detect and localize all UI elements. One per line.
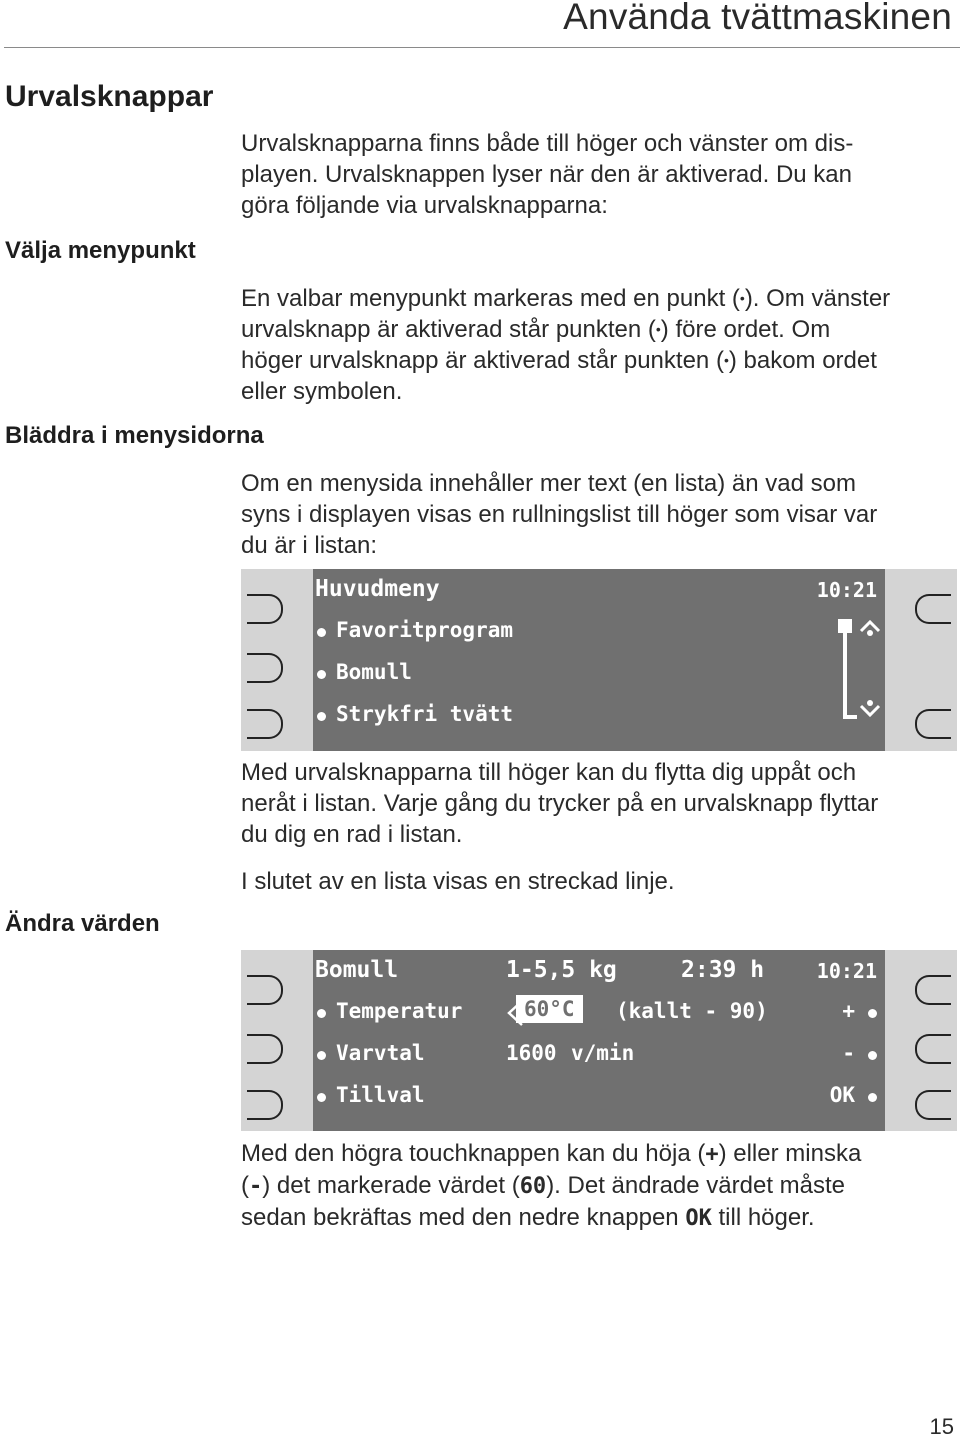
clock: 10:21 — [816, 578, 877, 602]
dot-icon — [317, 628, 326, 637]
right-select-button-1[interactable] — [915, 594, 951, 624]
scrollbar-end — [843, 715, 857, 719]
left-select-button-2[interactable] — [247, 1034, 283, 1064]
valja-line — [241, 283, 956, 314]
selected-value[interactable]: 60°C — [516, 995, 583, 1023]
left-select-button-1[interactable] — [247, 594, 283, 624]
valja-line: eller symbolen. — [241, 378, 403, 405]
menu-item-strykfri[interactable]: Strykfri tvätt — [336, 702, 514, 726]
dot-icon — [317, 712, 326, 721]
dot-icon — [868, 1093, 877, 1102]
text-segment: ). Det ändrade värdet måste — [546, 1172, 846, 1199]
text-line — [241, 1202, 956, 1234]
bladdra-paragraph — [241, 468, 956, 561]
right-select-button-1[interactable] — [915, 975, 951, 1005]
scroll-explanation — [241, 757, 956, 850]
dot-icon — [317, 1093, 326, 1102]
valja-paragraph — [241, 283, 956, 407]
bladdra-line: syns i displayen visas en rullningslist till höger som visar var — [241, 501, 878, 528]
menu-title: Huvudmeny — [315, 576, 440, 602]
scrollbar-track — [843, 633, 847, 717]
increase-label: + — [842, 999, 855, 1023]
dot-icon — [317, 670, 326, 679]
program-name: Bomull — [315, 957, 399, 983]
bladdra-line: du är i listan: — [241, 532, 378, 559]
intro-line: playen. Urvalsknappen lyser när den är aktiverad. Du kan — [241, 161, 852, 188]
text-segment: Med den högra touchknappen kan du höja ( — [241, 1140, 706, 1167]
andra-paragraph — [241, 1138, 956, 1234]
left-select-button-1[interactable] — [247, 975, 283, 1005]
dot-icon — [868, 1051, 877, 1060]
left-select-button-3[interactable] — [247, 1090, 283, 1120]
text-line: neråt i listan. Varje gång du trycker på en urvalsknapp flyttar — [241, 790, 879, 817]
display-change-values — [241, 950, 957, 1131]
text-segment: till höger. — [711, 1204, 815, 1231]
ok-label: OK — [829, 1083, 855, 1107]
dot-symbol: • — [739, 290, 745, 306]
ok-symbol: OK — [685, 1206, 712, 1231]
text-segment: ) eller minska — [718, 1140, 862, 1167]
scrollbar-thumb[interactable] — [838, 619, 852, 633]
right-select-button-3[interactable] — [915, 1090, 951, 1120]
scroll-up-icon — [858, 617, 882, 637]
dot-icon — [868, 1009, 877, 1018]
page-number: 15 — [929, 1414, 954, 1439]
intro-line: Urvalsknapparna finns både till höger och vänster om dis- — [241, 130, 854, 157]
intro-paragraph — [241, 128, 956, 221]
header-divider — [4, 47, 960, 48]
scroll-down-icon — [858, 699, 882, 719]
text-segment: ) det markerade värdet ( — [262, 1172, 520, 1199]
section-title: Urvalsknappar — [5, 80, 214, 113]
right-select-button-2[interactable] — [915, 1034, 951, 1064]
text-segment: ) bakom ordet — [728, 347, 877, 374]
left-select-button-2[interactable] — [247, 653, 283, 683]
side-heading-andra: Ändra värden — [5, 910, 160, 937]
text-line: Med urvalsknapparna till höger kan du flytta dig uppåt och — [241, 759, 857, 786]
clock: 10:21 — [816, 959, 877, 983]
side-heading-valja: Välja menypunkt — [5, 237, 196, 264]
left-select-button-3[interactable] — [247, 709, 283, 739]
dot-icon — [317, 1009, 326, 1018]
text-segment: sedan bekräftas med den nedre knappen — [241, 1204, 686, 1231]
lcd-screen — [313, 569, 885, 751]
text-segment: ). Om vänster — [744, 285, 891, 312]
display-main-menu — [241, 569, 957, 751]
row-label-varvtal: Varvtal — [336, 1041, 425, 1065]
dot-symbol: • — [655, 321, 661, 337]
menu-item-bomull[interactable]: Bomull — [336, 660, 412, 684]
text-line — [241, 1138, 956, 1170]
spin-speed-unit: v/min — [571, 1041, 635, 1065]
spin-speed-value: 1600 — [506, 1041, 557, 1065]
temperature-range: (kallt - 90) — [616, 999, 768, 1023]
dot-icon — [317, 1051, 326, 1060]
temperature-value[interactable] — [516, 997, 583, 1021]
menu-item-favoritprogram[interactable]: Favoritprogram — [336, 618, 514, 642]
right-select-button-2[interactable] — [915, 709, 951, 739]
text-segment: ) före ordet. Om — [660, 316, 831, 343]
minus-symbol: - — [249, 1174, 263, 1199]
intro-line: göra följande via urvalsknapparna: — [241, 192, 608, 219]
lcd-screen — [313, 950, 885, 1131]
text-segment: En valbar menypunkt markeras med en punkt ( — [241, 285, 740, 312]
row-label-tillval: Tillval — [336, 1083, 425, 1107]
valja-line — [241, 314, 956, 345]
bladdra-line: Om en menysida innehåller mer text (en lista) än vad som — [241, 470, 856, 497]
value-symbol: 60 — [519, 1174, 547, 1199]
dashed-line-note: I slutet av en lista visas en streckad linje. — [241, 868, 675, 895]
chapter-title: Använda tvättmaskinen — [563, 0, 952, 37]
dot-symbol: • — [723, 352, 729, 368]
side-heading-bladdra: Bläddra i menysidorna — [5, 422, 264, 449]
plus-symbol: + — [705, 1142, 719, 1167]
text-line: du dig en rad i listan. — [241, 821, 463, 848]
text-segment: urvalsknapp är aktiverad står punkten ( — [241, 316, 656, 343]
text-line: (-) det markerade värdet (60). Det ändrade värdet måste — [241, 1172, 846, 1199]
duration: 2:39 h — [681, 957, 765, 983]
load-range: 1-5,5 kg — [506, 957, 617, 983]
valja-line — [241, 345, 956, 376]
text-segment: höger urvalsknapp är aktiverad står punkten ( — [241, 347, 724, 374]
row-label-temperatur: Temperatur — [336, 999, 463, 1023]
decrease-label: - — [842, 1041, 855, 1065]
